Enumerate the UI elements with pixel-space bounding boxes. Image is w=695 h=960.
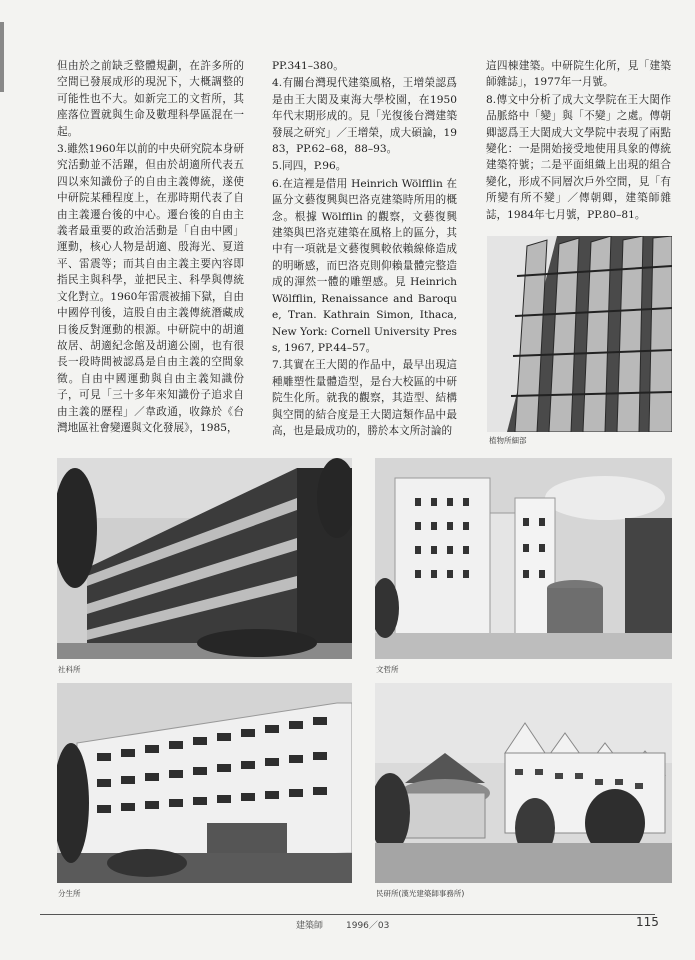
paragraph: 5.同四，P.96。 [272,160,347,173]
paragraph: 7.其實在王大閎的作品中，最早出現這種雕塑性量體造型，是台大校區的中研院生化所。就我的觀察，其造型、結構與空間的結合度是王大閎這類作品中最高，也是最成功的，勝於本文所討論的 [272,359,457,437]
paragraph: 4.有關台灣現代建築風格，王增榮認爲是由王大閎及東海大學校園，在1950年代末期形成的。見「光復後台灣建築發展之研究」／王增榮，成大碩論，1983，PP.62–68，88–93。 [272,77,457,156]
photo-zhiwu-detail [487,236,672,432]
text-column-2 [272,58,457,440]
paragraph: 但由於之前缺乏整體規劃，在許多所的空間已發展成形的現況下，大概調整的可能性也不大。如新完工的文哲所，其座落位置就與生命及數理科學區混在一起。 [57,60,244,138]
paragraph: 3.雖然1960年以前的中央研究院本身研究活動並不活躍，但由於胡適所代表五四以來知識份子的自由主義傳統，遂使中研院某種程度上，在那時期代表了自由主義遷台後的中心。遷台後的自由主義者最重要的政治活動是「自由中國」運動，核心人物是胡適、殷海光、夏道平、雷震等；而其自由主義主要內容即指民主與科學，並把民主、科學與傳統文化對立。1960年雷震被捕下獄，自由中國停刊後，這股自由主義傳統潛藏成日後反對運動的根源。中研院中的胡適故居、胡適紀念館及胡適公園，也有很長一段時間被認爲是自由主義的空間象徵。自由中國運動與自由主義知識份子，可見「三十多年來知識份子追求自由主義的歷程」／韋政通，收錄於《台灣地區社會變遷與文化發展》，1985， [57,143,244,434]
text-column-1 [57,58,244,437]
scan-edge-mark [0,22,4,92]
photo-fensheng [57,683,352,883]
caption-zhiwu: 植物所細部 [489,436,527,445]
photo-shehui [57,458,352,659]
photo-wenzhe [375,458,672,659]
caption-wenzhe: 文哲所 [376,665,399,674]
photo-minzu [375,683,672,883]
paragraph: 這四棟建築。中研院生化所，見「建築師雜誌」，1977年一月號。 [486,60,671,89]
footer-rule [40,914,655,915]
caption-minzu: 民研所(漢光建築師事務所) [376,889,465,898]
footer-magazine: 建築師 [296,921,324,931]
footer-issue: 1996／03 [346,921,390,931]
paragraph: PP.341–380。 [272,60,344,72]
caption-fensheng: 分生所 [58,889,81,898]
caption-shehui: 社科所 [58,665,81,674]
page-number: 115 [636,915,659,929]
paragraph: 8.傳文中分析了成大文學院在王大閎作品脈絡中「變」與「不變」之處。傳朝卿認爲王大閎成大文學院中表現了兩點變化：一是開始接受地使用具象的傳統建築符號；二是平面組織上出現的組合變化，形成不同層次戶外空間，見「有所變有所不變」／傳朝卿，建築師雜誌，1984年七月號，PP.80–81。 [486,93,671,221]
paragraph: 6.在這裡是借用 Heinrich Wölfflin 在區分文藝復興與巴洛克建築時所用的概念。根據 Wölfflin 的觀察，文藝復興建築與巴洛克建築在風格上的區分，其中有一項就是文藝復興較依賴線條造成的明晰感，而巴洛克則仰賴量體完整造成的渾然一體的雕塑感。見 Heinrich Wölfflin, Renaissance and Baroque, Tran. Kathrain Simon, Ithaca, New York: Cornell University Press, 1967, PP.44–57。 [272,177,457,354]
text-column-3 [486,58,671,224]
